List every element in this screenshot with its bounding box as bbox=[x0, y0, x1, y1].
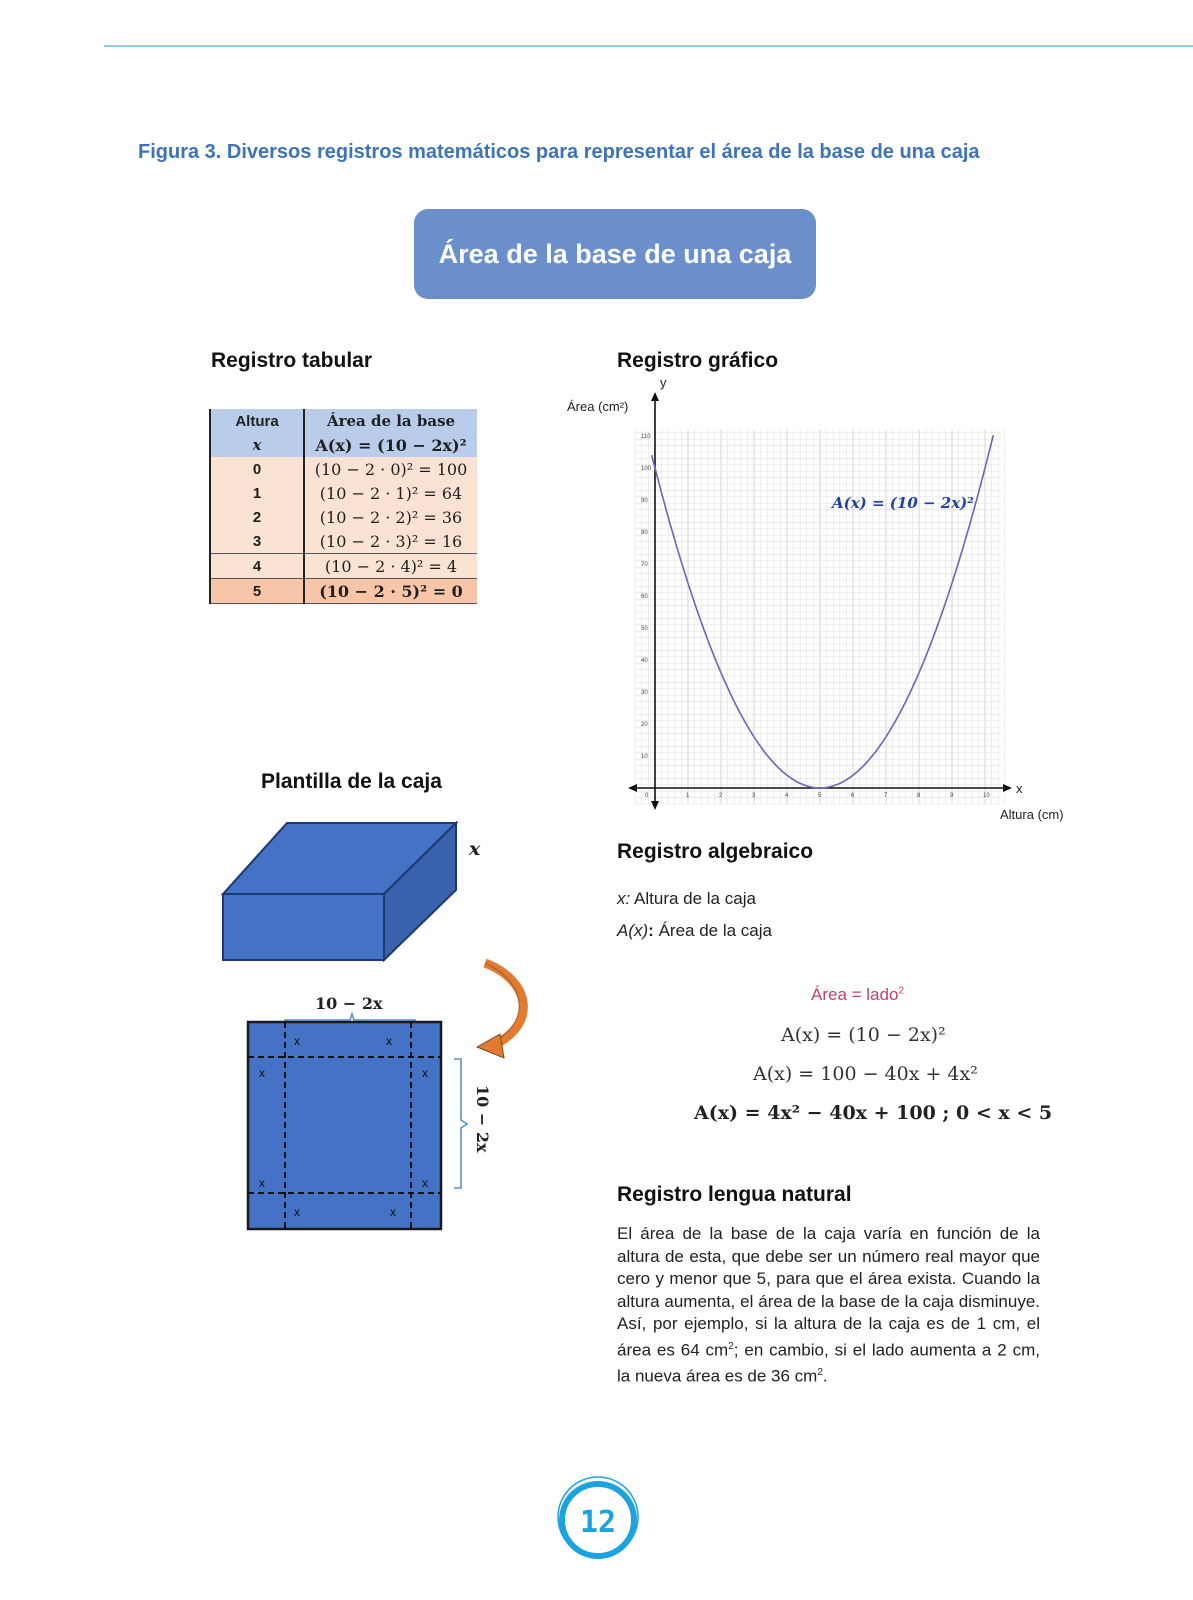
chart-ticks bbox=[641, 434, 990, 799]
definition-a-colon: : bbox=[648, 921, 654, 940]
x-tick-label: 3 bbox=[752, 793, 756, 799]
x-tick-label: 4 bbox=[785, 793, 789, 799]
equation-2: A(x) = 100 − 40x + 4x² bbox=[753, 1063, 978, 1085]
page-number-badge bbox=[548, 1470, 648, 1570]
y-tick-label: 20 bbox=[641, 722, 648, 728]
top-rule bbox=[104, 45, 1193, 47]
section-lengua-heading: Registro lengua natural bbox=[617, 1183, 852, 1206]
page-number: 12 bbox=[579, 1505, 617, 1540]
x-axis-label: Altura (cm) bbox=[1000, 807, 1064, 822]
net-side-brace bbox=[454, 1059, 467, 1188]
y-tick-label: 90 bbox=[641, 498, 648, 504]
table-row: 2 (10 − 2 · 2)² = 36 bbox=[210, 505, 477, 529]
svg-text:x: x bbox=[390, 1205, 396, 1219]
table-header-formula: A(x) = (10 − 2x)² bbox=[304, 433, 477, 457]
x-tick-label: 6 bbox=[851, 793, 855, 799]
table-header-area: Área de la base bbox=[304, 409, 477, 433]
definition-x-variable: x: bbox=[617, 889, 631, 908]
y-tick-label: 80 bbox=[641, 530, 648, 536]
table-header-altura: Altura bbox=[210, 409, 304, 433]
natural-language-paragraph: El área de la base de la caja varía en función de la altura de esta, que debe ser un número real mayor que cero y menor que 5, para que el área exista. Cuando la altura aumenta, el área de la base de la caja disminuye. Así, por ejemplo, si la altura de la caja es de 1 cm, el área es 64 $cm^2$; en cambio, si el lado aumenta a 2 cm, la nueva área es de 36 $cm^2$. bbox=[617, 1224, 1040, 1386]
definition-x-text: Altura de la caja bbox=[630, 889, 756, 908]
box-illustration bbox=[215, 815, 545, 1255]
table-header-row-2 bbox=[210, 433, 477, 457]
net-square bbox=[248, 1022, 441, 1229]
x-tick-label: 5 bbox=[818, 793, 822, 799]
y-tick-label: 60 bbox=[641, 594, 648, 600]
y-axis-arrow bbox=[651, 392, 659, 401]
equation-3: A(x) = 4x² − 40x + 100 ; 0 < x < 5 bbox=[694, 1102, 1053, 1124]
table-header-x: x bbox=[210, 433, 304, 457]
x-tick-label: 1 bbox=[686, 793, 690, 799]
table-row: 5 (10 − 2 · 5)² = 0 bbox=[210, 579, 477, 604]
x-tick-label: 7 bbox=[884, 793, 888, 799]
chart-grid bbox=[635, 430, 1005, 804]
section-tabular-heading: Registro tabular bbox=[211, 349, 373, 372]
equation-1: A(x) = (10 − 2x)² bbox=[781, 1024, 946, 1046]
x-axis-symbol: x bbox=[1016, 781, 1023, 796]
definition-a bbox=[617, 921, 772, 941]
svg-text:x: x bbox=[386, 1034, 392, 1048]
x-tick-label: 0 bbox=[645, 793, 649, 799]
figure-caption: Figura 3. Diversos registros matemáticos para representar el área de la base de una caja bbox=[138, 141, 980, 163]
curved-arrow-head-icon bbox=[477, 1034, 504, 1058]
y-axis-arrow-bottom bbox=[651, 801, 659, 810]
table-row: 1 (10 − 2 · 1)² = 64 bbox=[210, 481, 477, 505]
net-side-label: 10 − 2x bbox=[473, 1085, 492, 1153]
section-algebraico-heading: Registro algebraico bbox=[617, 840, 814, 863]
series-curve bbox=[652, 435, 994, 788]
svg-text:x: x bbox=[259, 1176, 265, 1190]
definition-a-text: Área de la caja bbox=[653, 921, 772, 940]
definition-x bbox=[617, 889, 756, 909]
x-tick-label: 9 bbox=[950, 793, 954, 799]
series-label: A(x) = (10 − 2x)² bbox=[832, 494, 974, 512]
y-tick-label: 50 bbox=[641, 626, 648, 632]
x-axis-arrow bbox=[1003, 784, 1012, 792]
table-row: 0 (10 − 2 · 0)² = 100 bbox=[210, 457, 477, 481]
svg-text:x: x bbox=[294, 1034, 300, 1048]
box-net bbox=[248, 1022, 441, 1229]
y-axis-label: Área (cm²) bbox=[567, 399, 629, 414]
x-axis-arrow-left bbox=[628, 784, 637, 792]
y-tick-label: 40 bbox=[641, 658, 648, 664]
values-table bbox=[209, 409, 477, 604]
x-tick-label: 2 bbox=[719, 793, 723, 799]
x-tick-label: 8 bbox=[917, 793, 921, 799]
area-chart bbox=[560, 370, 1080, 825]
y-axis-symbol: y bbox=[660, 375, 667, 390]
box-front-face bbox=[223, 894, 384, 960]
definition-a-variable: A(x) bbox=[617, 921, 649, 940]
y-tick-label: 110 bbox=[641, 434, 651, 440]
box-3d bbox=[223, 823, 456, 960]
svg-text:x: x bbox=[422, 1066, 428, 1080]
svg-text:x: x bbox=[294, 1205, 300, 1219]
y-tick-label: 100 bbox=[641, 466, 652, 472]
y-tick-label: 10 bbox=[641, 754, 648, 760]
section-grafico-heading: Registro gráfico bbox=[617, 349, 779, 372]
table-row: 3 (10 − 2 · 3)² = 16 bbox=[210, 529, 477, 554]
title: Área de la base de una caja bbox=[438, 239, 792, 269]
svg-text:x: x bbox=[259, 1066, 265, 1080]
x-tick-label: 10 bbox=[983, 793, 990, 799]
table-row: 4 (10 − 2 · 4)² = 4 bbox=[210, 554, 477, 579]
net-top-label: 10 − 2x bbox=[315, 994, 383, 1013]
table-header-row bbox=[210, 409, 477, 433]
section-plantilla-heading: Plantilla de la caja bbox=[261, 770, 442, 793]
y-tick-label: 30 bbox=[641, 690, 648, 696]
y-tick-label: 70 bbox=[641, 562, 648, 568]
svg-text:x: x bbox=[422, 1176, 428, 1190]
box-height-label: x bbox=[469, 838, 481, 860]
area-lado-formula: Área = lado$^2$ bbox=[811, 985, 904, 1004]
